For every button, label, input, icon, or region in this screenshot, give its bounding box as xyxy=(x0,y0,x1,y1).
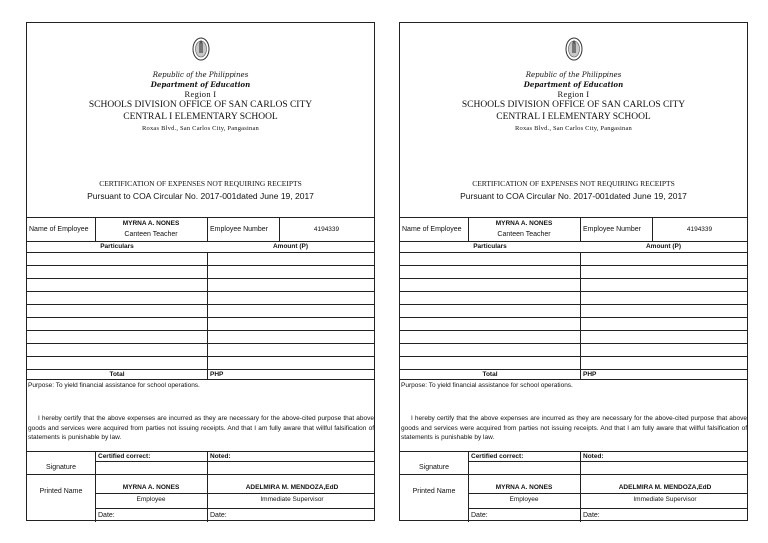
supervisor-printed-name: ADELMIRA M. MENDOZA,EdD xyxy=(618,483,712,491)
employee-date-label: Date: xyxy=(98,511,115,519)
employee-printed-name: MYRNA A. NONES xyxy=(122,483,180,491)
particulars-divider xyxy=(580,252,581,379)
employee-position: Canteen Teacher xyxy=(124,231,178,238)
supervisor-printed-name: ADELMIRA M. MENDOZA,EdD xyxy=(245,483,339,491)
employee-name: MYRNA A. NONES xyxy=(122,220,180,227)
form-subtitle: Pursuant to COA Circular No. 2017-001dated June 19, 2017 xyxy=(460,191,687,201)
particulars-row-line xyxy=(27,265,374,266)
total-currency: PHP xyxy=(583,370,597,378)
certification-form-left xyxy=(26,22,375,521)
form-subtitle: Pursuant to COA Circular No. 2017-001dated June 19, 2017 xyxy=(87,191,314,201)
particulars-row-line xyxy=(400,356,747,357)
header-department: Department of Education xyxy=(150,80,251,89)
particulars-row-line xyxy=(400,291,747,292)
employee-role: Employee xyxy=(136,495,166,503)
total-currency: PHP xyxy=(210,370,224,378)
particulars-row-line xyxy=(400,265,747,266)
employee-name-label: Name of Employee xyxy=(402,225,462,233)
particulars-row-line xyxy=(27,304,374,305)
header-address: Roxas Blvd., San Carlos City, Pangasinan xyxy=(515,125,632,132)
employee-position: Canteen Teacher xyxy=(497,231,551,238)
header-school: CENTRAL I ELEMENTARY SCHOOL xyxy=(496,112,651,122)
particulars-row-line xyxy=(27,356,374,357)
employee-role: Employee xyxy=(509,495,539,503)
header-region: Region I xyxy=(557,89,590,99)
noted-label: Noted: xyxy=(583,452,604,460)
header-school: CENTRAL I ELEMENTARY SCHOOL xyxy=(123,112,278,122)
employee-printed-name: MYRNA A. NONES xyxy=(495,483,553,491)
particulars-row-line xyxy=(400,278,747,279)
total-label: Total xyxy=(482,370,498,378)
supervisor-role: Immediate Supervisor xyxy=(260,495,324,503)
header-department: Department of Education xyxy=(523,80,624,89)
particulars-row-line xyxy=(400,330,747,331)
amount-header: Amount (P) xyxy=(645,243,682,250)
supervisor-date-label: Date: xyxy=(210,511,227,519)
particulars-row-line xyxy=(27,278,374,279)
purpose-text: Purpose: To yield financial assistance for school operations. xyxy=(28,382,200,389)
particulars-row-line xyxy=(400,304,747,305)
noted-label: Noted: xyxy=(210,452,231,460)
supervisor-date-label: Date: xyxy=(583,511,600,519)
particulars-row-line xyxy=(27,291,374,292)
certification-statement: I hereby certify that the above expenses are incurred as they are necessary for the above-cited purpose that above goods and services were acquired from parties not issuing receipts. And that I am fully aware that willful falsification of statements is punishable by law. xyxy=(401,415,747,441)
header-region: Region I xyxy=(184,89,217,99)
form-title: CERTIFICATION OF EXPENSES NOT REQUIRING RECEIPTS xyxy=(472,179,675,188)
particulars-row-line xyxy=(27,343,374,344)
amount-header: Amount (P) xyxy=(272,243,309,250)
employee-number-label: Employee Number xyxy=(583,225,641,233)
particulars-divider xyxy=(207,252,208,379)
header-division-office: SCHOOLS DIVISION OFFICE OF SAN CARLOS CITY xyxy=(88,100,313,110)
particulars-row-line xyxy=(27,330,374,331)
employee-name: MYRNA A. NONES xyxy=(495,220,553,227)
employee-number: 4194339 xyxy=(313,225,340,233)
certification-statement: I hereby certify that the above expenses are incurred as they are necessary for the above-cited purpose that above goods and services were acquired from parties not issuing receipts. And that I am fully aware that willful falsification of statements is punishable by law. xyxy=(28,415,374,441)
employee-number: 4194339 xyxy=(686,225,713,233)
printed-name-label: Printed Name xyxy=(412,487,456,495)
deped-seal-icon xyxy=(192,37,210,61)
header-division-office: SCHOOLS DIVISION OFFICE OF SAN CARLOS CITY xyxy=(461,100,686,110)
certified-correct-label: Certified correct: xyxy=(98,452,151,460)
deped-seal-icon xyxy=(565,37,583,61)
particulars-header: Particulars xyxy=(100,243,134,250)
header-republic: Republic of the Philippines xyxy=(152,71,249,79)
particulars-row-line xyxy=(400,317,747,318)
employee-name-label: Name of Employee xyxy=(29,225,89,233)
particulars-row-line xyxy=(400,343,747,344)
signature-label: Signature xyxy=(46,464,76,471)
employee-date-label: Date: xyxy=(471,511,488,519)
header-republic: Republic of the Philippines xyxy=(525,71,622,79)
form-title: CERTIFICATION OF EXPENSES NOT REQUIRING RECEIPTS xyxy=(99,179,302,188)
certification-form-right xyxy=(399,22,748,521)
total-label: Total xyxy=(109,370,125,378)
printed-name-label: Printed Name xyxy=(39,487,83,495)
particulars-header: Particulars xyxy=(473,243,507,250)
signature-label: Signature xyxy=(419,464,449,471)
header-address: Roxas Blvd., San Carlos City, Pangasinan xyxy=(142,125,259,132)
purpose-text: Purpose: To yield financial assistance for school operations. xyxy=(401,382,573,389)
supervisor-role: Immediate Supervisor xyxy=(633,495,697,503)
particulars-row-line xyxy=(27,317,374,318)
employee-number-label: Employee Number xyxy=(210,225,268,233)
certified-correct-label: Certified correct: xyxy=(471,452,524,460)
